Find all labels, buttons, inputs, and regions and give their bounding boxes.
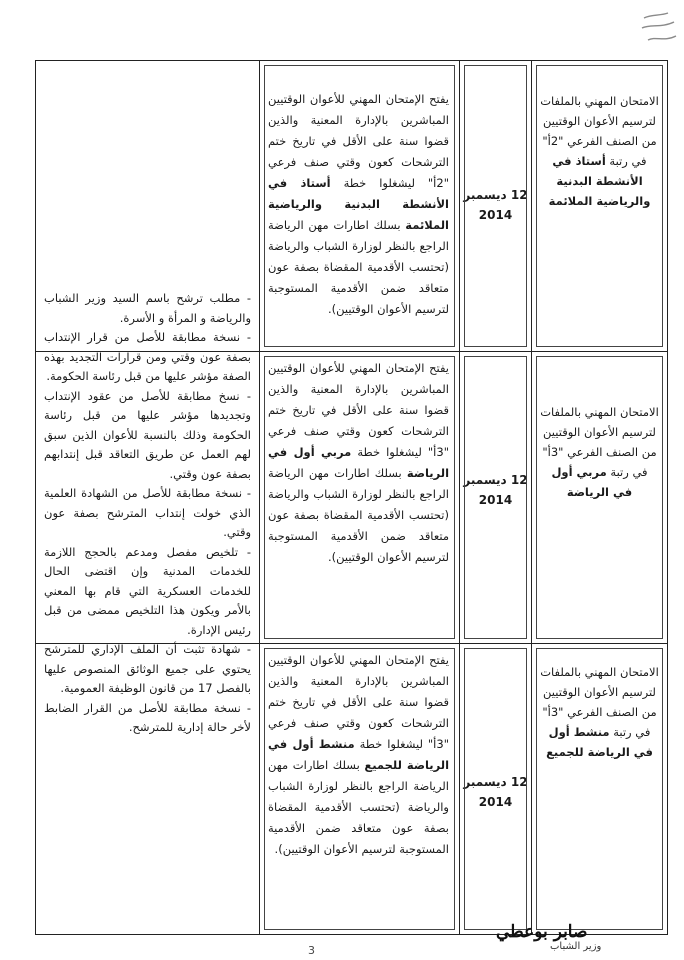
exam-title-cell <box>532 644 667 934</box>
conditions-cell <box>260 61 460 351</box>
requirement-item: - مطلب ترشح باسم السيد وزير الشباب والرياضة و المرأة و الأسرة. <box>44 291 251 325</box>
requirement-item: - نسخة مطابقة للأصل من قرار الإنتداب بصفة عون وقتي ومن قرارات التجديد بهذه الصفة مؤشر عليها من قبل رئاسة الحكومة. <box>44 330 251 383</box>
exam-title: الامتحان المهني بالملفات لترسيم الأعوان الوقتيين من الصنف الفرعي "2أ" في رتبة أستاذ في الأنشطة البدنية والرياضية الملائمة <box>540 94 659 208</box>
page-number: 3 <box>308 944 315 957</box>
exam-title: الامتحان المهني بالملفات لترسيم الأعوان الوقتيين من الصنف الفرعي "3أ" في رتبة منشط أول في الرياضة للجميع <box>540 664 659 759</box>
requirements-cell <box>36 352 260 642</box>
exam-title: الامتحان المهني بالملفات لترسيم الأعوان الوقتيين من الصنف الفرعي "3أ" في رتبة مربي أول في الرياضة <box>540 405 659 500</box>
conditions-cell <box>260 644 460 934</box>
exam-date: 12 ديسمبر 2014 <box>463 774 528 809</box>
requirements-cell <box>36 61 260 734</box>
requirement-item: - تلخيص مفصل ومدعم بالحجج اللازمة للخدمات المدنية وإن اقتضى الحال للخدمات العسكرية التي قام بها المعني بالأمر ويكون هذا التلخيص ممضى من قبل رئيس الإدارة. <box>44 544 251 637</box>
conditions-cell <box>260 352 460 642</box>
requirement-item: - نسخ مطابقة للأصل من عقود الإنتداب وتجديدها مؤشر عليها من قبل رئاسة الحكومة وذلك بالنسبة للأعوان الذين سبق لهم العمل عن طريق التعاقد قبل إنتدابهم بصفة عون وقتي. <box>44 388 251 481</box>
grade-title: منشط أول في الرياضة للجميع <box>546 724 653 759</box>
grade-name: أستاذ في الأنشطة البدنية والرياضية الملائمة <box>268 176 449 232</box>
grade-name: مربي أول في الرياضة <box>268 445 450 481</box>
signature-title: وزير الشباب <box>550 941 602 952</box>
exam-table <box>35 60 668 935</box>
grade-name: منشط أول في الرياضة للجميع <box>268 736 450 772</box>
exam-title-cell <box>532 61 667 351</box>
requirements-cell <box>36 644 260 934</box>
grade-title: مربي أول في الرياضة <box>551 465 633 500</box>
date-cell <box>460 61 532 351</box>
exam-title-cell <box>532 352 667 642</box>
grade-title: أستاذ في الأنشطة البدنية والرياضية الملائمة <box>548 154 651 208</box>
conditions-text: يفتح الإمتحان المهني للأعوان الوقتيين المباشرين بالإدارة المعنية والذين قضوا سنة على الأقل في تاريخ ختم الترشحات كعون وقتي صنف فرعي "2أ" ليشغلوا خطة أستاذ في الأنشطة البدنية والرياضية الملائمة بسلك اطارات مهن الرياضة الراجع بالنظر لوزارة الشباب والرياضة (تحتسب الأقدمية المقضاة بصفة عون متعاقد ضمن الأقدمية المستوجبة لترسيم الأعوان الوقتيين). <box>268 92 450 316</box>
date-cell <box>460 352 532 642</box>
requirement-item: - شهادة تثبت أن الملف الإداري للمترشح يحتوي على جميع الوثائق المنصوص عليها بالفصل 17 من قانون الوظيفة العمومية. <box>44 642 251 695</box>
table-row <box>36 351 667 642</box>
table-row <box>36 643 667 934</box>
requirement-item: - نسخة مطابقة للأصل من الشهادة العلمية الذي خولت إنتداب المترشح بصفة عون وقتي. <box>44 486 251 539</box>
handwritten-mark <box>638 10 680 50</box>
requirement-item: - نسخة مطابقة للأصل من القرار الضابط لأخر حالة إدارية للمترشح. <box>44 700 251 734</box>
signature: صابر بوعطي <box>496 922 588 942</box>
exam-date: 12 ديسمبر 2014 <box>463 473 528 508</box>
exam-date: 12 ديسمبر 2014 <box>463 188 528 222</box>
conditions-text: يفتح الإمتحان المهني للأعوان الوقتيين المباشرين بالإدارة المعنية والذين قضوا سنة على الأقل في تاريخ ختم الترشحات كعون وقتي صنف فرعي "3أ" ليشغلوا خطة منشط أول في الرياضة للجميع بسلك اطارات مهن الرياضة الراجع بالنظر لوزارة الشباب والرياضة (تحتسب الأقدمية المقضاة بصفة عون متعاقد ضمن الأقدمية المستوجبة لترسيم الأعوان الوقتيين). <box>268 652 450 856</box>
date-cell <box>460 644 532 934</box>
conditions-text: يفتح الإمتحان المهني للأعوان الوقتيين المباشرين بالإدارة المعنية والذين قضوا سنة على الأقل في تاريخ ختم الترشحات كعون وقتي صنف فرعي "3أ" ليشغلوا خطة مربي أول في الرياضة بسلك اطارات مهن الرياضة الراجع بالنظر لوزارة الشباب والرياضة (تحتسب الأقدمية المقضاة بصفة عون متعاقد ضمن الأقدمية المستوجبة لترسيم الأعوان الوقتيين). <box>268 361 450 565</box>
